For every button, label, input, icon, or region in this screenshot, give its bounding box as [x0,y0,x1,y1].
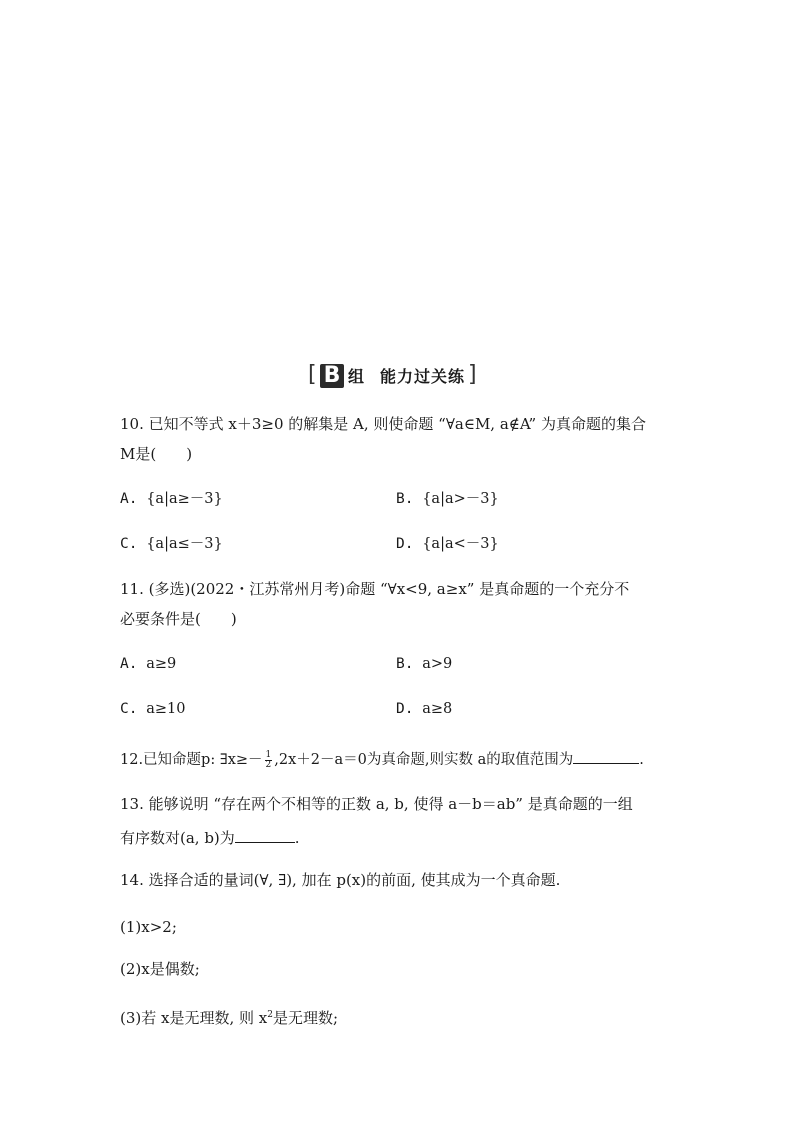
q11-option-c-text: a≥10 [146,701,186,717]
q11-option-a-text: a≥9 [146,656,177,672]
q10-option-d-text: {a|a<－3} [422,536,499,552]
bracket-left: [ [308,362,317,387]
q12-line [120,747,644,770]
q12-answer-blank [573,747,639,764]
q13-line2 [120,826,300,848]
q10-line1: 10. 已知不等式 x＋3≥0 的解集是 A, 则使命题 “∀a∈M, a∉A” 为真命题的集合 [120,415,646,433]
q11-option-b-label: B. [396,656,414,672]
section-badge: B [320,364,344,388]
q12-fraction-den: 2 [265,759,272,770]
q11-option-a-label: A. [120,656,138,672]
q12-fraction-num: 1 [265,749,272,760]
q13-answer-blank [235,826,295,843]
q13-line1: 13. 能够说明 “存在两个不相等的正数 a, b, 使得 a－b＝ab” 是真命题的一组 [120,795,633,813]
q10-option-b-text: {a|a>－3} [422,491,499,507]
q11-option-d-text: a≥8 [422,701,453,717]
q14-sub3-after: 是无理数; [272,1009,339,1027]
q10-line2: M是( ) [120,445,193,463]
q11-line1: 11. (多选)(2022・江苏常州月考)命题 “∀x<9, a≥x” 是真命题的一个充分不 [120,580,630,598]
q12-text-before: 12.已知命题p: ∃x≥－ [120,752,263,768]
q13-line2-text: 有序数对(a, b)为 [120,829,235,847]
q13-end: . [294,829,300,847]
q14-sub3-sup: 2 [267,1010,273,1020]
q11-option-d [396,699,452,719]
q12-text-after: ,2x＋2－a＝0为真命题,则实数 a的取值范围为 [274,752,574,768]
q10-option-a-label: A. [120,491,138,507]
q11-option-c-label: C. [120,701,138,717]
q10-option-c-label: C. [120,536,138,552]
section-header [300,362,500,392]
q14-sub1: (1)x>2; [120,918,177,936]
q11-option-c [120,699,185,719]
q14-line1: 14. 选择合适的量词(∀, ∃), 加在 p(x)的前面, 使其成为一个真命题. [120,871,561,889]
section-group-label: 组 [348,367,365,386]
bracket-right: ] [468,362,477,387]
q12-end: . [639,752,644,768]
q10-option-c-text: {a|a≤－3} [146,536,223,552]
q10-option-d [396,534,499,554]
q11-line2: 必要条件是( ) [120,610,237,628]
q10-option-a-text: {a|a≥－3} [146,491,223,507]
q11-option-a [120,654,176,674]
q14-sub3 [120,1005,338,1028]
q10-option-a [120,489,223,509]
q11-option-b-text: a>9 [422,656,453,672]
q10-option-b-label: B. [396,491,414,507]
q11-option-b [396,654,452,674]
q10-option-d-label: D. [396,536,414,552]
section-title: 能力过关练 [380,367,466,386]
q12-fraction [265,751,273,770]
q11-option-d-label: D. [396,701,414,717]
q10-option-c [120,534,223,554]
q10-option-b [396,489,499,509]
q14-sub3-before: (3)若 x是无理数, 则 x [120,1009,268,1027]
q14-sub2: (2)x是偶数; [120,960,200,978]
